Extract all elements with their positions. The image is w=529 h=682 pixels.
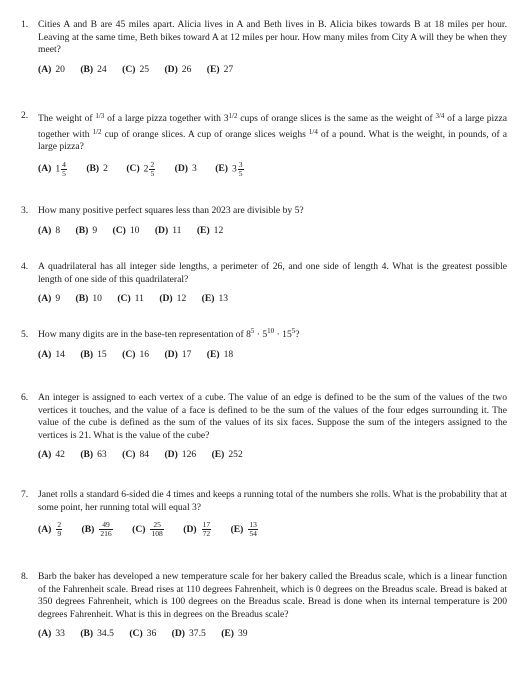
choice-e[interactable]: (E) 252 xyxy=(211,449,243,461)
choice-d[interactable]: (D) 3 xyxy=(174,163,197,175)
answer-choices xyxy=(38,449,507,462)
choice-a[interactable]: (A) 20 xyxy=(38,63,65,75)
problem-text: An integer is assigned to each vertex of a cube. The value of an edge is defined to be the sum of the values of the two vertices it touches, and the value of a face is defined to be the sum of the values of the four edges surrounding it. The value of the cube is defined as the sum of the values of its six faces. Suppose the sum of the integers assigned to the vertices is 21. What is the value of the cube? xyxy=(38,392,507,441)
choice-d[interactable]: (D) 17 xyxy=(164,348,192,360)
problem-number: 8. xyxy=(21,571,29,582)
choice-c[interactable]: (C) $\frac{25}{108}$ xyxy=(132,520,163,539)
choice-c[interactable]: (C) 11 xyxy=(117,293,144,305)
choice-b[interactable]: (B) 34.5 xyxy=(80,628,114,640)
choice-c[interactable]: (C) 16 xyxy=(122,348,150,360)
answer-choices xyxy=(38,161,507,178)
answer-choices xyxy=(38,628,507,641)
choice-e[interactable]: (E) $\frac{13}{54}$ xyxy=(230,520,257,539)
choice-a[interactable]: (A) 42 xyxy=(38,449,65,461)
problem-text: How many digits are in the base-ten representation of $8^5 \cdot 5^{10} \cdot 15^5$? xyxy=(38,326,300,340)
choice-a[interactable]: (A) 33 xyxy=(38,628,65,640)
problem-5 xyxy=(21,326,507,361)
choice-c[interactable]: (C) 2 $\frac{2}{5}$ xyxy=(126,159,155,178)
problem-text: Cities A and B are 45 miles apart. Alicia lives in A and Beth lives in B. Alicia bikes towards B at 18 miles per hour. Leaving at the same time, Beth bikes toward A at 12 miles per hour. How many miles from City A will they be when they meet? xyxy=(38,19,507,56)
choice-d[interactable]: (D) 11 xyxy=(154,224,182,236)
choice-d[interactable]: (D) $\frac{17}{72}$ xyxy=(183,520,211,539)
choice-a[interactable]: (A) $\frac{2}{9}$ xyxy=(38,520,62,539)
answer-choices xyxy=(38,225,507,238)
choice-a[interactable]: (A) 9 xyxy=(38,293,61,305)
problem-2 xyxy=(21,110,507,178)
choice-c[interactable]: (C) 25 xyxy=(122,63,150,75)
choice-b[interactable]: (B) 15 xyxy=(80,348,107,360)
problem-text: Janet rolls a standard 6-sided die 4 times and keeps a running total of the numbers she rolls. What is the probability that at some point, her running total will equal 3? xyxy=(38,489,507,513)
choice-c[interactable]: (C) 36 xyxy=(129,628,157,640)
choice-e[interactable]: (E) 13 xyxy=(201,293,229,305)
choice-d[interactable]: (D) 37.5 xyxy=(171,628,206,640)
choice-a[interactable]: (A) 14 xyxy=(38,348,65,360)
choice-e[interactable]: (E) 12 xyxy=(196,224,224,236)
problem-6 xyxy=(21,392,507,462)
choice-b[interactable]: (B) 9 xyxy=(75,224,98,236)
problem-text: Barb the baker has developed a new temperature scale for her bakery called the Breadus scale, which is a linear function of the Fahrenheit scale. Bread rises at 110 degrees Fahrenheit, which is 0 degrees on the Breadus scale. Bread is baked at 350 degrees Fahrenheit, which is 100 degrees on the Breadus scale. Bread is done when its internal temperature is 200 degrees Fahrenheit. What is this in degrees on the Breadus scale? xyxy=(38,571,507,620)
problem-number: 2. xyxy=(21,110,29,121)
problem-1 xyxy=(21,19,507,76)
problem-number: 3. xyxy=(21,205,29,216)
choice-a[interactable]: (A) 1 $\frac{4}{5}$ xyxy=(38,159,66,178)
answer-choices xyxy=(38,521,507,538)
problem-8 xyxy=(21,571,507,641)
problem-3 xyxy=(21,205,507,237)
choice-d[interactable]: (D) 126 xyxy=(164,449,197,461)
problem-number: 1. xyxy=(21,19,29,30)
problem-text: A quadrilateral has all integer side lengths, a perimeter of 26, and one side of length 4. What is the greatest possible length of one side of this quadrilateral? xyxy=(38,261,507,285)
choice-b[interactable]: (B) 2 xyxy=(86,163,108,175)
choice-b[interactable]: (B) $\frac{49}{216}$ xyxy=(81,520,112,539)
choice-c[interactable]: (C) 10 xyxy=(112,224,140,236)
choice-b[interactable]: (B) 63 xyxy=(80,449,107,461)
choice-d[interactable]: (D) 26 xyxy=(164,63,192,75)
answer-choices xyxy=(38,293,507,306)
problem-7 xyxy=(21,489,507,538)
problem-number: 4. xyxy=(21,261,29,272)
choice-e[interactable]: (E) 39 xyxy=(221,628,248,640)
choice-c[interactable]: (C) 84 xyxy=(122,449,150,461)
choice-e[interactable]: (E) 27 xyxy=(206,63,234,75)
choice-b[interactable]: (B) 24 xyxy=(80,63,107,75)
choice-a[interactable]: (A) 8 xyxy=(38,224,61,236)
problem-text: How many positive perfect squares less than 2023 are divisible by 5? xyxy=(38,205,304,216)
answer-choices xyxy=(38,349,507,362)
problem-text: The weight of $^{1/3}$ of a large pizza together with $3^{1/2}$ cups of orange slices is the same as the weight of $^{3/4}$ of a large pizza together with $^{1/2}$ cup of orange slices. A cup of orange slices weighs $^{1/4}$ of a pound. What is the weight, in pounds, of a large pizza? xyxy=(38,112,508,153)
choice-d[interactable]: (D) 12 xyxy=(159,293,187,305)
problem-number: 7. xyxy=(21,489,29,500)
problem-number: 6. xyxy=(21,392,29,403)
choice-e[interactable]: (E) 18 xyxy=(206,348,234,360)
problem-number: 5. xyxy=(21,329,29,340)
problem-4 xyxy=(21,261,507,306)
choice-b[interactable]: (B) 10 xyxy=(75,293,102,305)
choice-e[interactable]: (E) 3 $\frac{3}{5}$ xyxy=(215,159,243,178)
answer-choices xyxy=(38,64,507,77)
